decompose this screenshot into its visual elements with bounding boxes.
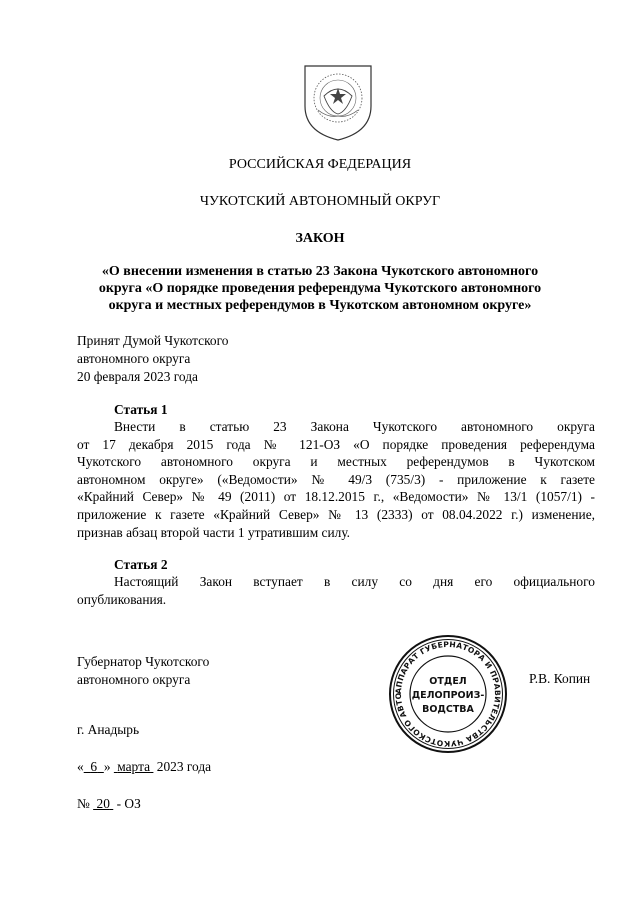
- number-suffix: - ОЗ: [116, 796, 141, 811]
- country-heading: РОССИЙСКАЯ ФЕДЕРАЦИЯ: [228, 157, 412, 172]
- article1-line: Чукотского автономного округа и местных референдумов в Чукотском: [77, 454, 595, 470]
- date-close-quote: »: [103, 759, 111, 774]
- adoption-line: 20 февраля 2023 года: [77, 369, 198, 384]
- number-value: 20: [96, 796, 110, 811]
- signatory-position-line: автономного округа: [77, 671, 191, 687]
- date-year: 2023 года: [156, 759, 212, 774]
- date-day: 6: [90, 759, 98, 774]
- article2-body: [77, 573, 595, 608]
- law-title-line: «О внесении изменения в статью 23 Закона Чукотского автономного: [101, 264, 539, 279]
- signatory-name: Р.В. Копин: [529, 671, 591, 686]
- law-title: [0, 263, 640, 314]
- article1-line: автономном округе» («Ведомости» № 49/3 (735/3) - приложение к газете: [77, 471, 595, 487]
- adoption-block: [77, 332, 228, 386]
- law-number: [77, 795, 141, 813]
- signatory-position-line: Губернатор Чукотского: [77, 654, 210, 669]
- law-title-line: округа и местных референдумов в Чукотском автономном округе»: [108, 298, 532, 313]
- region-heading: ЧУКОТСКИЙ АВТОНОМНЫЙ ОКРУГ: [199, 194, 441, 209]
- signatory-position: [77, 653, 209, 688]
- article2-heading: Статья 2: [114, 557, 168, 572]
- svg-text:ВОДСТВА: ВОДСТВА: [422, 704, 474, 715]
- article1-body: [77, 418, 595, 541]
- article1-line: Внести в статью 23 Закона Чукотского автономного округа: [114, 419, 595, 434]
- article2-line: Настоящий Закон вступает в силу со дня его официального: [114, 574, 595, 589]
- coat-of-arms-emblem: [302, 62, 374, 142]
- svg-text:ДЕЛОПРОИЗ-: ДЕЛОПРОИЗ-: [411, 690, 485, 701]
- article1-line: от 17 декабря 2015 года № 121-ОЗ «О порядке проведения референдума: [77, 436, 595, 452]
- article1-heading: Статья 1: [114, 402, 168, 417]
- article2-line: опубликования.: [77, 591, 167, 607]
- adoption-line: автономного округа: [77, 351, 191, 366]
- signing-date: [77, 758, 211, 776]
- article1-line: «Крайний Север» № 49 (2011) от 18.12.2015 г., «Ведомости» № 13/1 (1057/1) -: [77, 489, 595, 505]
- article1-line: приложение к газете «Крайний Север» № 13 (2333) от 08.04.2022 г.) изменение,: [77, 506, 595, 522]
- law-title-line: округа «О порядке проведения референдума Чукотского автономного: [98, 281, 542, 296]
- article1-line: признав абзац второй части 1 утратившим силу.: [77, 524, 351, 540]
- svg-text:ОТДЕЛ: ОТДЕЛ: [429, 676, 467, 687]
- date-open-quote: «: [77, 759, 84, 774]
- doc-type-heading: ЗАКОН: [295, 231, 345, 246]
- adoption-line: Принят Думой Чукотского: [77, 333, 229, 348]
- number-prefix: №: [77, 796, 90, 811]
- official-stamp-seal: [388, 634, 508, 754]
- date-month: марта: [117, 759, 151, 774]
- svg-text:АППАРАТ ГУБЕРНАТОРА И ПРАВИТЕЛ: АППАРАТ ГУБЕРНАТОРА И ПРАВИТЕЛЬСТВА ЧУКОТСКОГО АВТО: [393, 639, 503, 749]
- city-line: г. Анадырь: [77, 722, 140, 737]
